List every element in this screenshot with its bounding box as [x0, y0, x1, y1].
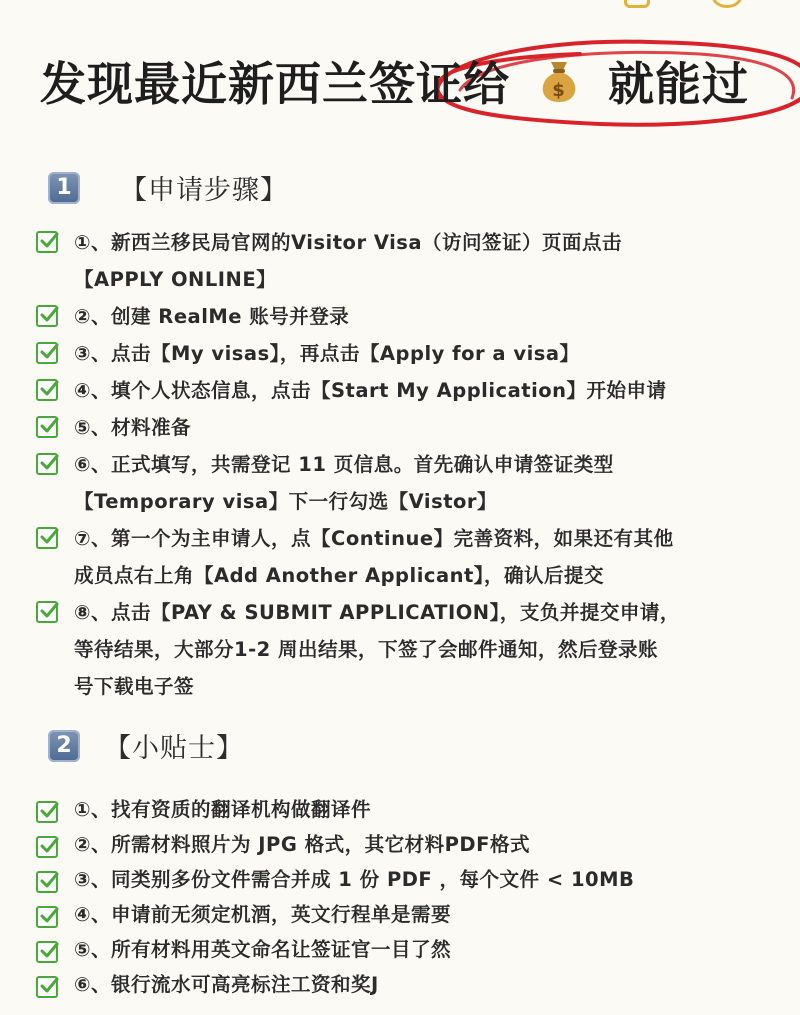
checkmark-icon — [36, 453, 58, 475]
list-item-step-7 — [36, 520, 766, 594]
tip-5-text: ⑤、所有材料用英文命名让签证官一目了然 — [74, 938, 452, 961]
list-item-step-8 — [36, 594, 766, 705]
checkmark-icon — [36, 342, 58, 364]
title-text: 发现最近新西兰签证给 — [40, 57, 510, 111]
list-item-tip-5 — [36, 932, 766, 967]
step-3-line-1: ③、点击【My visas】，再点击【Apply for a visa】 — [74, 342, 580, 365]
list-item-step-2 — [36, 298, 766, 335]
number-one-icon: 1 — [48, 172, 80, 204]
section-tips-title: 【小贴士】 — [104, 733, 244, 764]
step-7-line-1: ⑦、第一个为主申请人，点【Continue】完善资料，如果还有其他 — [74, 527, 674, 550]
section-steps-header — [48, 168, 288, 207]
checkmark-icon — [36, 416, 58, 438]
step-5-line-1: ⑤、材料准备 — [74, 416, 192, 439]
number-two-icon: 2 — [48, 730, 80, 762]
list-item-step-6 — [36, 446, 766, 520]
checkmark-icon — [36, 801, 58, 823]
step-2-line-1: ②、创建 RealMe 账号并登录 — [74, 305, 350, 328]
title-suffix: 就能过 — [608, 57, 750, 111]
list-item-tip-6 — [36, 967, 766, 1002]
money-bag-icon — [533, 54, 585, 106]
checkmark-icon — [36, 976, 58, 998]
list-item-tip-4 — [36, 897, 766, 932]
checkmark-icon — [36, 906, 58, 928]
list-item-tip-2 — [36, 827, 766, 862]
list-item-step-1 — [36, 224, 766, 298]
section-tips-header — [48, 726, 244, 765]
checkmark-icon — [36, 379, 58, 401]
checkmark-icon — [36, 601, 58, 623]
checkmark-icon — [36, 305, 58, 327]
checkmark-icon — [36, 231, 58, 253]
step-6-line-1: ⑥、正式填写，共需登记 11 页信息。首先确认申请签证类型 — [74, 453, 614, 476]
step-1-line-1: ①、新西兰移民局官网的Visitor Visa（访问签证）页面点击 — [74, 231, 623, 254]
step-1-line-2: 【APPLY ONLINE】 — [74, 268, 277, 291]
list-item-step-5 — [36, 409, 766, 446]
checkmark-icon — [36, 871, 58, 893]
tips-list — [36, 792, 766, 1002]
step-8-line-1: ⑧、点击【PAY & SUBMIT APPLICATION】，支负并提交申请， — [74, 601, 680, 624]
list-item-tip-3 — [36, 862, 766, 897]
list-item-tip-1 — [36, 792, 766, 827]
step-7-line-2: 成员点右上角【Add Another Applicant】，确认后提交 — [74, 564, 605, 587]
step-8-line-2: 等待结果，大部分1-2 周出结果，下签了会邮件通知，然后登录账 — [74, 638, 659, 661]
top-decoration — [0, 0, 800, 10]
step-8-line-3: 号下载电子签 — [74, 675, 195, 698]
step-6-line-2: 【Temporary visa】下一行勾选【Vistor】 — [74, 490, 498, 513]
steps-list — [36, 224, 766, 705]
page-title — [40, 44, 790, 124]
tip-2-text: ②、所需材料照片为 JPG 格式，其它材料PDF格式 — [74, 833, 530, 856]
tip-4-text: ④、申请前无须定机酒，英文行程单是需要 — [74, 903, 452, 926]
section-steps-title: 【申请步骤】 — [120, 175, 288, 206]
checkmark-icon — [36, 836, 58, 858]
list-item-step-3 — [36, 335, 766, 372]
clock-icon — [712, 0, 742, 8]
checkmark-icon — [36, 527, 58, 549]
tip-3-text: ③、同类别多份文件需合并成 1 份 PDF ，每个文件 < 10MB — [74, 868, 635, 891]
tip-6-text: ⑥、银行流水可高亮标注工资和奖J — [74, 973, 379, 996]
svg-text:$: $ — [552, 80, 566, 101]
list-item-step-4 — [36, 372, 766, 409]
step-4-line-1: ④、填个人状态信息，点击【Start My Application】开始申请 — [74, 379, 667, 402]
notebook-icon — [624, 0, 650, 8]
checkmark-icon — [36, 941, 58, 963]
tip-1-text: ①、找有资质的翻译机构做翻译件 — [74, 798, 372, 821]
